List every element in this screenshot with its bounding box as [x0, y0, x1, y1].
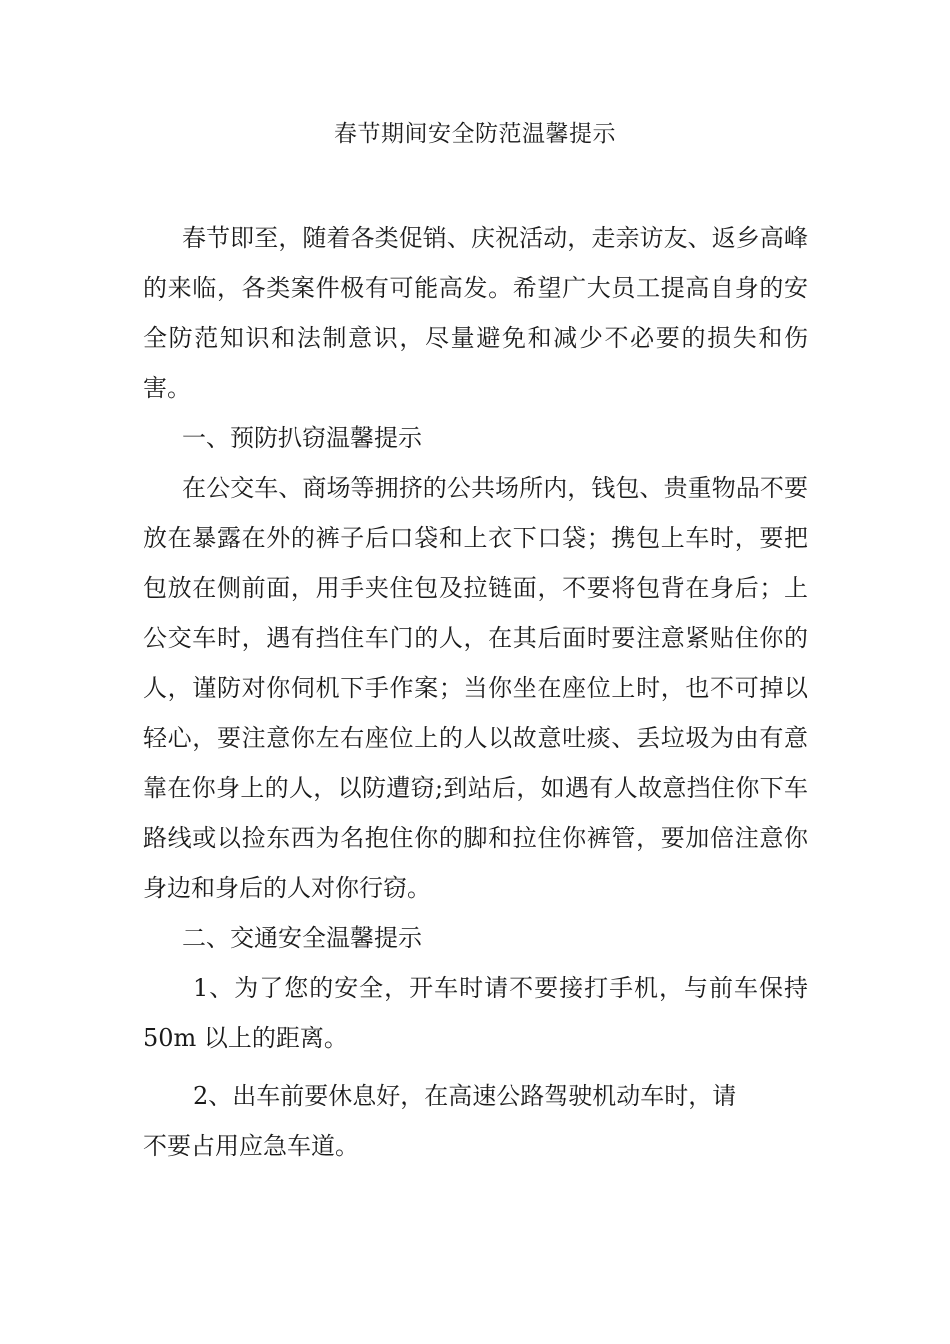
section-2-item-1: 1、为了您的安全，开车时请不要接打手机，与前车保持50m 以上的距离。 — [143, 974, 808, 1052]
section-2-heading: 二、交通安全温馨提示 — [182, 924, 422, 952]
section-2-item-2-line-1: 2、出车前要休息好，在高速公路驾驶机动车时，请 — [193, 1082, 737, 1110]
document-title: 春节期间安全防范温馨提示 — [334, 121, 616, 147]
section-2-item-2 — [143, 1071, 808, 1171]
intro-paragraph: 春节即至，随着各类促销、庆祝活动，走亲访友、返乡高峰的来临，各类案件极有可能高发。希望广大员工提高自身的安全防范知识和法制意识，尽量避免和减少不必要的损失和伤害。 — [143, 224, 808, 402]
section-2-item-2-line-2: 不要占用应急车道。 — [143, 1132, 359, 1160]
document-body — [143, 213, 808, 1171]
section-1-heading: 一、预防扒窃温馨提示 — [182, 424, 422, 452]
section-1-body: 在公交车、商场等拥挤的公共场所内，钱包、贵重物品不要放在暴露在外的裤子后口袋和上衣下口袋；携包上车时，要把包放在侧前面，用手夹住包及拉链面，不要将包背在身后；上公交车时，遇有挡住车门的人，在其后面时要注意紧贴住你的人，谨防对你伺机下手作案；当你坐在座位上时，也不可掉以轻心，要注意你左右座位上的人以故意吐痰、丢垃圾为由有意靠在你身上的人，以防遭窃;到站后，如遇有人故意挡住你下车路线或以捡东西为名抱住你的脚和拉住你裤管，要加倍注意你身边和身后的人对你行窃。 — [143, 474, 808, 902]
